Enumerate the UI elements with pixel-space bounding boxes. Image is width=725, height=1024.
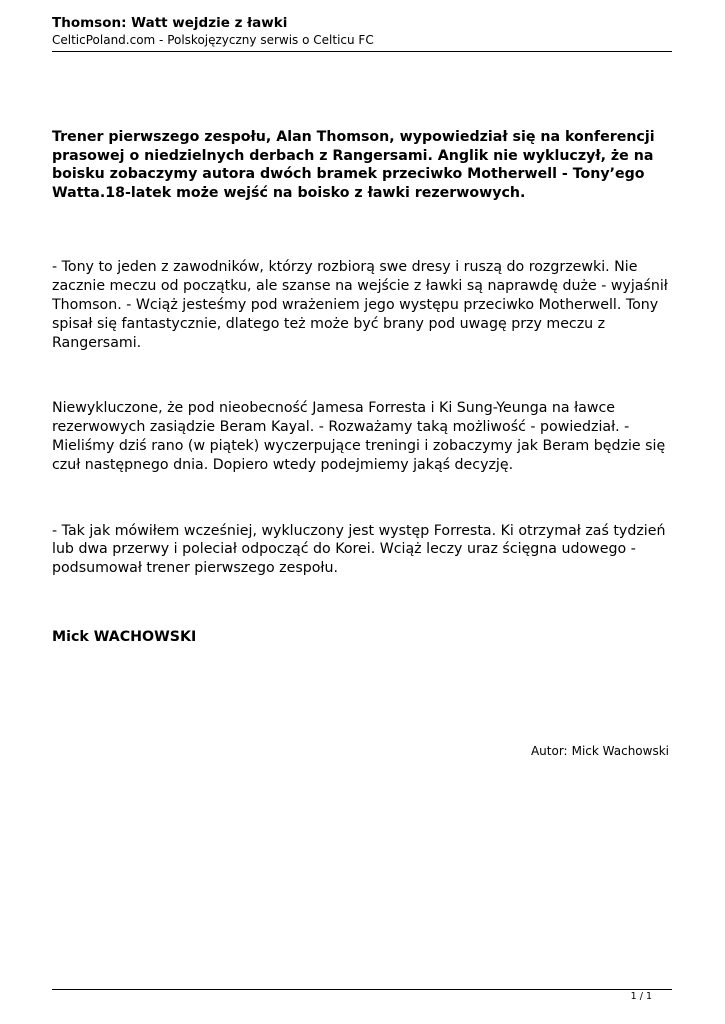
footer-divider (52, 989, 672, 990)
article-title: Thomson: Watt wejdzie z ławki (52, 15, 288, 31)
header-divider (52, 51, 672, 52)
document-header (52, 14, 672, 48)
article-body (52, 128, 672, 646)
article-paragraph-3: - Tak jak mówiłem wcześniej, wykluczony jest występ Forresta. Ki otrzymał zaś tydzień lub dwa przerwy i poleciał odpocząć do Korei. Wciąż leczy uraz ścięgna udowego - podsumował trener pierwszego zespołu. (52, 522, 666, 577)
article-signature: Mick WACHOWSKI (52, 628, 197, 645)
author-credit (531, 743, 669, 759)
page-number: 1 / 1 (630, 991, 652, 1002)
author-label: Autor: (530, 744, 568, 758)
article-paragraph-1: - Tony to jeden z zawodników, którzy rozbiorą swe dresy i ruszą do rozgrzewki. Nie zacznie meczu od początku, ale szanse na wejście z ławki są naprawdę duże - wyjaśnił Thomson. - Wciąż jesteśmy pod wrażeniem jego występu przeciwko Motherwell. Tony spisał się fantastycznie, dlatego też może być brany pod uwagę przy meczu z Rangersami. (52, 259, 668, 351)
article-lead: Trener pierwszego zespołu, Alan Thomson, wypowiedział się na konferencji prasowej o niedzielnych derbach z Rangersami. Anglik nie wykluczył, że na boisku zobaczymy autora dwóch bramek przeciwko Motherwell - Tony’ego Watta.18-latek może wejść na boisko z ławki rezerwowych. (52, 129, 655, 201)
site-subtitle: CelticPoland.com - Polskojęzyczny serwis o Celticu FC (52, 33, 374, 47)
article-paragraph-2: Niewykluczone, że pod nieobecność Jamesa Forresta i Ki Sung-Yeunga na ławce rezerwowych zasiądzie Beram Kayal. - Rozważamy taką możliwość - powiedział. - Mieliśmy dziś rano (w piątek) wyczerpujące treningi i zobaczymy jak Beram będzie się czuł następnego dnia. Dopiero wtedy podejmiemy jakąś decyzję. (52, 400, 666, 473)
author-name: Mick Wachowski (571, 744, 669, 758)
